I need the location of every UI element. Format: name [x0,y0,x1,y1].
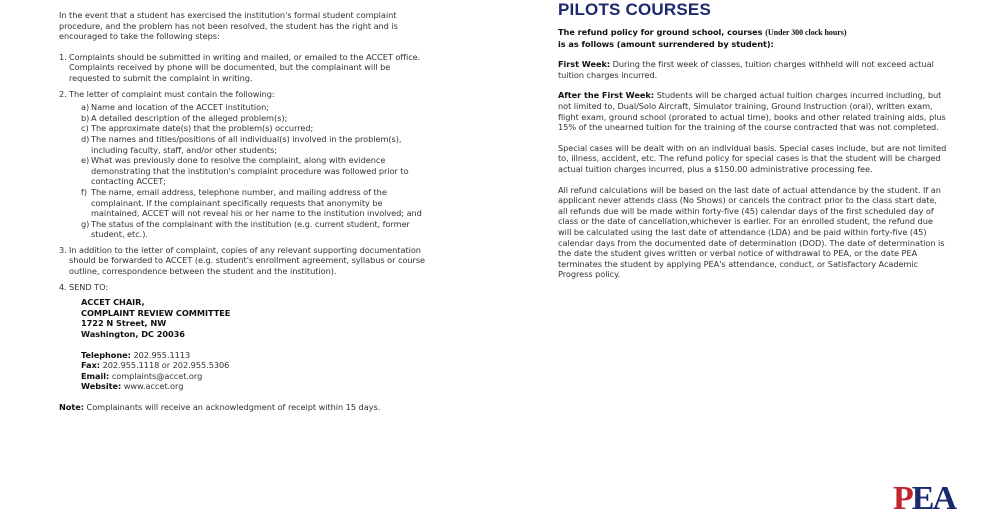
after-first-week-paragraph [558,90,948,132]
sub-item [81,187,429,219]
special-cases-paragraph: Special cases will be dealt with on an individual basis. Special cases include, but are not limited to, illness, accident, etc. The refund policy for special cases is that the student will be charged actual tuition charges incurred, plus a $150.00 administrative processing fee. [558,142,947,174]
lead-small-text: (Under 300 clock hours) [765,28,847,37]
address-line: Washington, DC 20036 [81,329,185,340]
logo-letter-p: P [893,480,912,517]
mailing-address [81,297,429,339]
step-number: 1. [59,51,67,62]
website-value[interactable]: www.accet.org [123,381,184,392]
sub-letter: g) [81,218,90,229]
step-number: 3. [59,244,67,255]
sub-letter: d) [81,133,90,144]
fax-value: 202.955.1118 or 202.955.5306 [102,360,230,371]
step-number: 4. [59,281,67,292]
note-paragraph [59,402,429,413]
address-line: ACCET CHAIR, [81,297,145,308]
first-week-label: First Week: [558,59,611,70]
lead-text-1: The refund policy for ground school, courses [558,27,763,37]
sub-text: What was previously done to resolve the complaint, along with evidence demonstrating that the institution's complaint procedure was followed prior to contacting ACCET; [91,155,409,187]
step-item [59,52,429,84]
step-text: Complaints should be submitted in writing and mailed, or emailed to the ACCET office. Complaints received by phone will be documented, but the complainant will be requested to submit the complaint in writing. [69,51,421,83]
complaint-contents-list [81,102,429,240]
fax-line [81,360,429,371]
steps-list [59,52,429,340]
first-week-paragraph [558,59,948,80]
logo-letters-ea: EA [911,480,956,517]
telephone-label: Telephone: [81,349,131,360]
sub-text: A detailed description of the alleged problem(s); [91,112,288,123]
step-item [59,245,429,277]
telephone-line [81,350,429,361]
sub-text: The status of the complainant with the institution (e.g. current student, former student, etc.). [91,218,410,240]
step-item [59,282,429,340]
website-label: Website: [81,381,122,392]
step-text: SEND TO: [69,281,109,292]
refund-policy-column [558,0,948,290]
sub-item [81,155,429,187]
address-line: 1722 N Street, NW [81,318,167,329]
sub-text: The name, email address, telephone number, and mailing address of the complainant. If the complainant specifically requests that anonymity be maintained, ACCET will not reveal his or her name to the institution involved; and [91,186,422,219]
sub-letter: f) [81,186,87,197]
sub-item [81,102,429,113]
sub-letter: a) [81,102,90,113]
policy-lead [558,27,948,49]
sub-item [81,123,429,134]
pea-logo [893,482,955,516]
telephone-value: 202.955.1113 [133,349,191,360]
step-number: 2. [59,88,67,99]
step-text: The letter of complaint must contain the following: [69,88,275,99]
sub-text: The names and titles/positions of all individual(s) involved in the problem(s), including faculty, staff, and/or other students; [91,133,402,155]
intro-paragraph: In the event that a student has exercised the institution's formal student complaint procedure, and the problem has not been resolved, the student has the right and is encouraged to take the following steps: [59,10,398,42]
after-first-week-label: After the First Week: [558,90,654,101]
sub-item [81,219,429,240]
email-line [81,371,429,382]
step-text: In addition to the letter of complaint, copies of any relevant supporting documentation should be forwarded to ACCET (e.g. student's enrollment agreement, syllabus or course outline, correspondence between the student and the institution). [69,244,426,277]
complaint-procedure-column [59,10,429,413]
sub-text: Name and location of the ACCET institution; [91,102,269,113]
note-text: Complainants will receive an acknowledgment of receipt within 15 days. [86,402,381,412]
sub-text: The approximate date(s) that the problem(s) occurred; [91,123,314,134]
sub-letter: e) [81,155,90,166]
email-value[interactable]: complaints@accet.org [111,370,203,381]
refund-calculations-paragraph: All refund calculations will be based on the last date of actual attendance by the student. If an applicant never attends class (No Shows) or cancels the contract prior to the class start date, all refunds due will be made within forty-five (45) calendar days of the first scheduled day of class or the date of cancellation,whichever is earlier. For an enrolled student, the refund due will be calculated using the last date of attendance (LDA) and be paid within forty-five (45) calendar days from the documented date of determination (DOD). The date of determination is the date the student gives written or verbal notice of withdrawal to PEA, or the date PEA terminates the student by applying PEA's attendance, conduct, or Satisfactory Academic Progress policy. [558,184,945,280]
sub-item [81,134,429,155]
address-line: COMPLAINT REVIEW COMMITTEE [81,307,231,318]
email-label: Email: [81,370,110,381]
section-title: PILOTS COURSES [558,0,711,19]
fax-label: Fax: [81,360,100,371]
first-week-text: During the first week of classes, tuition charges withheld will not exceed actual tuition charges incurred. [558,59,934,80]
after-first-week-text: Students will be charged actual tuition charges incurred including, but not limited to, Dual/Solo Aircraft, Simulator training, Ground Instruction (oral), written exam, flight exam, ground school (prorated to actual time), books and other related training aids, plus 15% of the unearned tuition for the training of the course contracted that was not completed. [558,90,946,133]
note-label: Note: [59,402,84,412]
lead-text-2: is as follows (amount surrendered by student): [558,38,774,49]
sub-item [81,113,429,124]
sub-letter: c) [81,123,89,134]
website-line [81,381,429,392]
step-item [59,89,429,240]
contact-info [81,350,429,392]
sub-letter: b) [81,112,90,123]
